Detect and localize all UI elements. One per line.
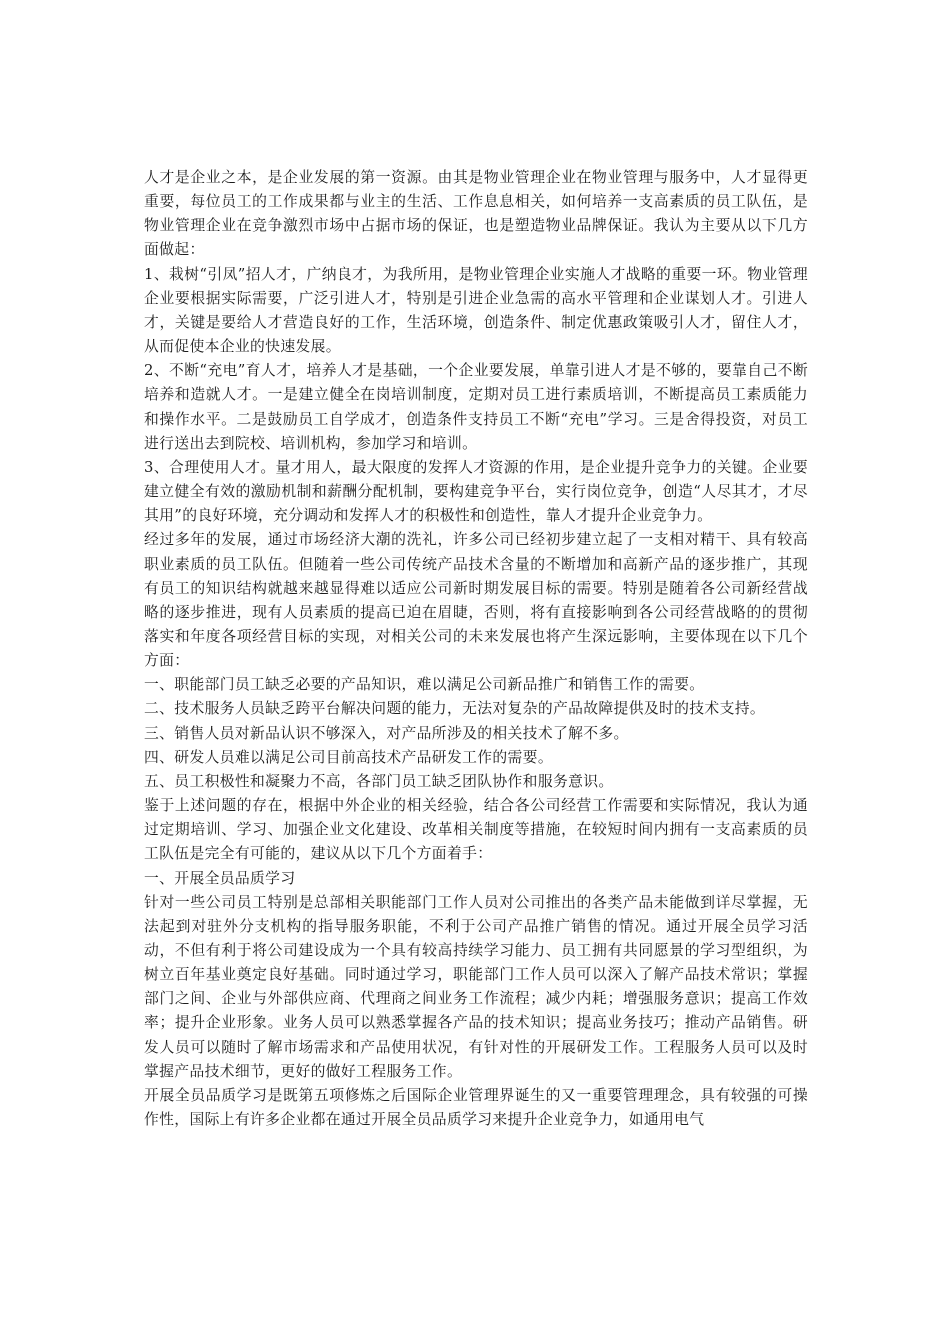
intro-paragraph: 人才是企业之本，是企业发展的第一资源。由其是物业管理企业在物业管理与服务中，人才显得更重要，每位员工的工作成果都与业主的生活、工作息息相关，如何培养一支高素质的员工队伍，是物业管理企业在竞争激烈市场中占据市场的保证，也是塑造物业品牌保证。我认为主要从以下几方面做起： bbox=[144, 169, 808, 259]
section-heading-1: 一、开展全员品质学习 bbox=[144, 869, 296, 887]
issue-2-paragraph: 二、技术服务人员缺乏跨平台解决问题的能力，无法对复杂的产品故障提供及时的技术支持。 bbox=[144, 700, 766, 718]
section-1-closing: 开展全员品质学习是既第五项修炼之后国际企业管理界诞生的又一重要管理理念，具有较强的可操作性，国际上有许多企业都在通过开展全员品质学习来提升企业竞争力，如通用电气 bbox=[144, 1086, 808, 1129]
issue-1-paragraph: 一、职能部门员工缺乏必要的产品知识，难以满足公司新品推广和销售工作的需要。 bbox=[144, 676, 705, 694]
background-paragraph: 经过多年的发展，通过市场经济大潮的洗礼，许多公司已经初步建立起了一支相对精干、具有较高职业素质的员工队伍。但随着一些公司传统产品技术含量的不断增加和高新产品的逐步推广，其现有员工的知识结构就越来越显得难以适应公司新时期发展目标的需要。特别是随着各公司新经营战略的逐步推进，现有人员素质的提高已迫在眉睫，否则，将有直接影响到各公司经营战略的的贯彻落实和年度各项经营目标的实现，对相关公司的未来发展也将产生深远影响，主要体现在以下几个方面： bbox=[144, 531, 808, 670]
issue-3-paragraph: 三、销售人员对新品认识不够深入，对产品所涉及的相关技术了解不多。 bbox=[144, 724, 629, 742]
point-2-paragraph: 2、不断“充电”育人才，培养人才是基础，一个企业要发展，单靠引进人才是不够的，要靠自己不断培养和造就人才。一是建立健全在岗培训制度，定期对员工进行素质培训，不断提高员工素质能力和操作水平。二是鼓励员工自学成才，创造条件支持员工不断“充电”学习。三是舍得投资，对员工进行送出去到院校、培训机构，参加学习和培训。 bbox=[144, 362, 808, 452]
document-body bbox=[144, 166, 808, 1132]
proposal-paragraph: 鉴于上述问题的存在，根据中外企业的相关经验，结合各公司经营工作需要和实际情况，我认为通过定期培训、学习、加强企业文化建设、改革相关制度等措施，在较短时间内拥有一支高素质的员工队伍是完全有可能的，建议从以下几个方面着手： bbox=[144, 797, 808, 863]
point-1-paragraph: 1、栽树“引凤”招人才，广纳良才，为我所用，是物业管理企业实施人才战略的重要一环。物业管理企业要根据实际需要，广泛引进人才，特别是引进企业急需的高水平管理和企业谋划人才。引进人才，关键是要给人才营造良好的工作，生活环境，创造条件、制定优惠政策吸引人才，留住人才，从而促使本企业的快速发展。 bbox=[144, 265, 808, 356]
section-1-body: 针对一些公司员工特别是总部相关职能部门工作人员对公司推出的各类产品未能做到详尽掌握，无法起到对驻外分支机构的指导服务职能，不利于公司产品推广销售的情况。通过开展全员学习活动，不但有利于将公司建设成为一个具有较高持续学习能力、员工拥有共同愿景的学习型组织，为树立百年基业奠定良好基础。同时通过学习，职能部门工作人员可以深入了解产品技术常识；掌握部门之间、企业与外部供应商、代理商之间业务工作流程；减少内耗；增强服务意识；提高工作效率；提升企业形象。业务人员可以熟悉掌握各产品的技术知识；提高业务技巧；推动产品销售。研发人员可以随时了解市场需求和产品使用状况，有针对性的开展研发工作。工程服务人员可以及时掌握产品技术细节，更好的做好工程服务工作。 bbox=[144, 893, 808, 1080]
issue-4-paragraph: 四、研发人员难以满足公司目前高技术产品研发工作的需要。 bbox=[144, 748, 553, 766]
issue-5-paragraph: 五、员工积极性和凝聚力不高，各部门员工缺乏团队协作和服务意识。 bbox=[144, 772, 614, 790]
point-3-paragraph: 3、合理使用人才。量才用人，最大限度的发挥人才资源的作用，是企业提升竞争力的关键。企业要建立健全有效的激励机制和薪酬分配机制，要构建竞争平台，实行岗位竞争，创造“人尽其才，才尽其用”的良好环境，充分调动和发挥人才的积极性和创造性，靠人才提升企业竞争力。 bbox=[144, 458, 808, 525]
